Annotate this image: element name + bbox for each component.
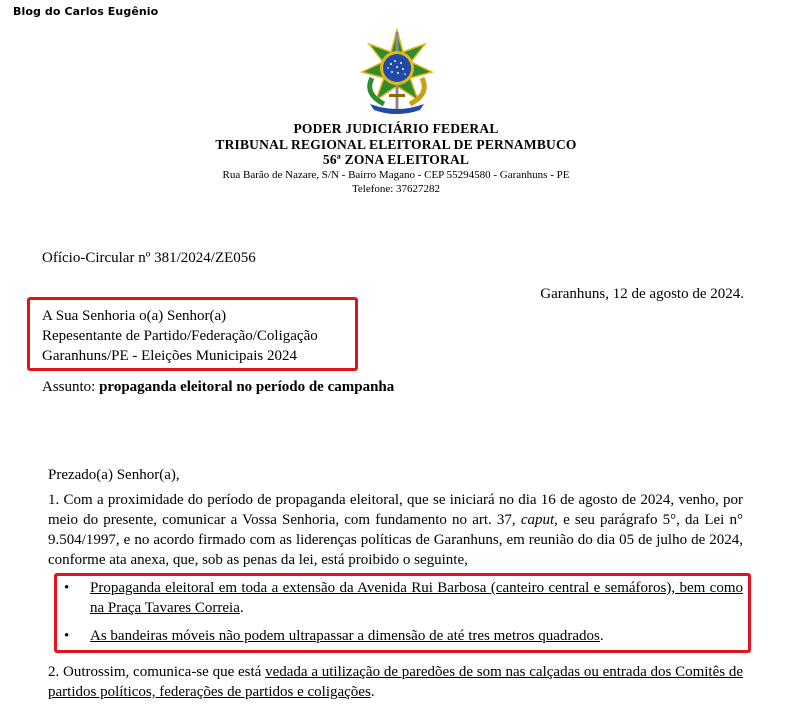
subject-line xyxy=(42,377,394,397)
header-line-1: PODER JUDICIÁRIO FEDERAL xyxy=(293,121,499,136)
paragraph-1 xyxy=(48,490,743,570)
paragraph-2-underlined: vedada a utilização de paredões de som nas calçadas ou entrada dos Comitês de partidos políticos, federações de partidos e coligações xyxy=(48,664,744,700)
addressee-line-3: Garanhuns/PE - Eleições Municipais 2024 xyxy=(42,348,297,364)
greeting: Prezado(a) Senhor(a), xyxy=(48,467,180,483)
list-item-end: . xyxy=(239,600,244,616)
paragraph-1-part-2: , e seu parágrafo 5°, da Lei n° 9.504/1997, e no acordo firmado com as liderenças políticas de Garanhuns, em reunião do dia 05 de julho de 2024, conforme ata anexa, que, sob as penas da lei, está proibido o seguinte, xyxy=(48,512,743,568)
list-item-end: . xyxy=(599,628,604,644)
paragraph-2-part-1: 2. Outrossim, comunica-se que está xyxy=(48,664,266,680)
paragraph-2 xyxy=(48,662,743,702)
subject-label: Assunto: xyxy=(42,379,96,395)
header-line-3: 56ª ZONA ELEITORAL xyxy=(322,152,470,167)
addressee-line-2: Repesentante de Partido/Federação/Coligação xyxy=(42,328,318,344)
list-item xyxy=(48,626,743,646)
paragraph-1-italic: caput xyxy=(520,512,555,528)
paragraph-2-end: . xyxy=(370,684,375,700)
header-line-2: TRIBUNAL REGIONAL ELEITORAL DE PERNAMBUCO xyxy=(215,136,577,152)
oficio-number: Ofício-Circular nº 381/2024/ZE056 xyxy=(42,250,256,266)
bullet-icon: • xyxy=(64,628,70,644)
addressee-line-1: A Sua Senhoria o(a) Senhor(a) xyxy=(42,308,227,324)
bullet-icon: • xyxy=(64,580,70,596)
document-header xyxy=(0,121,792,196)
header-phone: Telefone: 37627282 xyxy=(351,182,441,195)
list-item xyxy=(48,578,743,618)
subject-text: propaganda eleitoral no período de campanha xyxy=(99,379,395,395)
list-item-text: As bandeiras móveis não podem ultrapassar a dimensão de até tres metros quadrados xyxy=(90,628,600,644)
header-address: Rua Barão de Nazare, S/N - Bairro Magano - CEP 55294580 - Garanhuns - PE xyxy=(222,168,570,181)
coat-of-arms-icon xyxy=(358,28,436,114)
paragraph-1-part-1: 1. Com a proximidade do período de propaganda eleitoral, que se iniciará no dia 16 de agosto de 2024, venho, por meio do presente, comunicar a Vossa Senhoria, com fundamento no art. 37, xyxy=(48,492,743,528)
list-item-text: Propaganda eleitoral em toda a extensão da Avenida Rui Barbosa (canteiro central e semáforos), bem como na Praça Tavares Correia xyxy=(90,580,743,616)
addressee-block xyxy=(42,306,318,366)
prohibitions-list xyxy=(48,578,743,646)
watermark-label: Blog do Carlos Eugênio xyxy=(13,5,159,18)
document-date: Garanhuns, 12 de agosto de 2024. xyxy=(540,286,744,302)
